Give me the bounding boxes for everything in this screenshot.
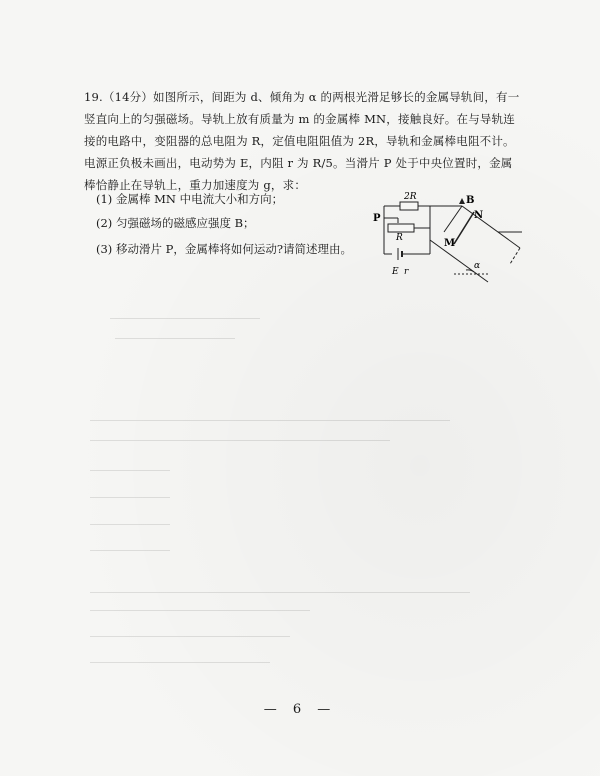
label-alpha: α xyxy=(474,261,481,271)
label-B: B xyxy=(466,195,475,206)
label-N: N xyxy=(474,210,484,221)
label-P: P xyxy=(373,213,381,224)
question-1: (1) 金属棒 MN 中电流大小和方向； xyxy=(96,192,284,206)
label-R: R xyxy=(396,233,403,243)
page-number: — 6 — xyxy=(263,702,337,717)
problem-text: 如图所示，间距为 d、倾角为 α 的两根光滑足够长的金属导轨间，有一竖直向上的匀强磁场。导轨上放有质量为 m 的金属棒 MN，接触良好。在与导轨连接的电路中，变阻器的总电阻为 R，定值电阻阻值为 2R，导轨和金属棒电阻不计。电源正负极未画出，电动势为 E，内阻 r 为 R/5。当滑片 P 处于中央位置时，金属棒恰静止在导轨上，重力加速度为 g，求： xyxy=(84,90,520,192)
resistor-2R xyxy=(400,202,418,210)
circuit-figure xyxy=(370,188,530,288)
label-2R: 2R xyxy=(404,192,417,202)
label-r: r xyxy=(404,267,409,277)
question-2: (2) 匀强磁场的磁感应强度 B； xyxy=(96,216,255,230)
metal-rod-MN xyxy=(454,212,474,244)
label-E: E xyxy=(392,267,399,277)
problem-statement xyxy=(84,86,524,196)
label-M: M xyxy=(444,238,456,249)
question-3: (3) 移动滑片 P，金属棒将如何运动?请简述理由。 xyxy=(96,242,353,256)
problem-number: 19.（14分） xyxy=(84,90,154,104)
rheostat-R xyxy=(388,224,414,232)
